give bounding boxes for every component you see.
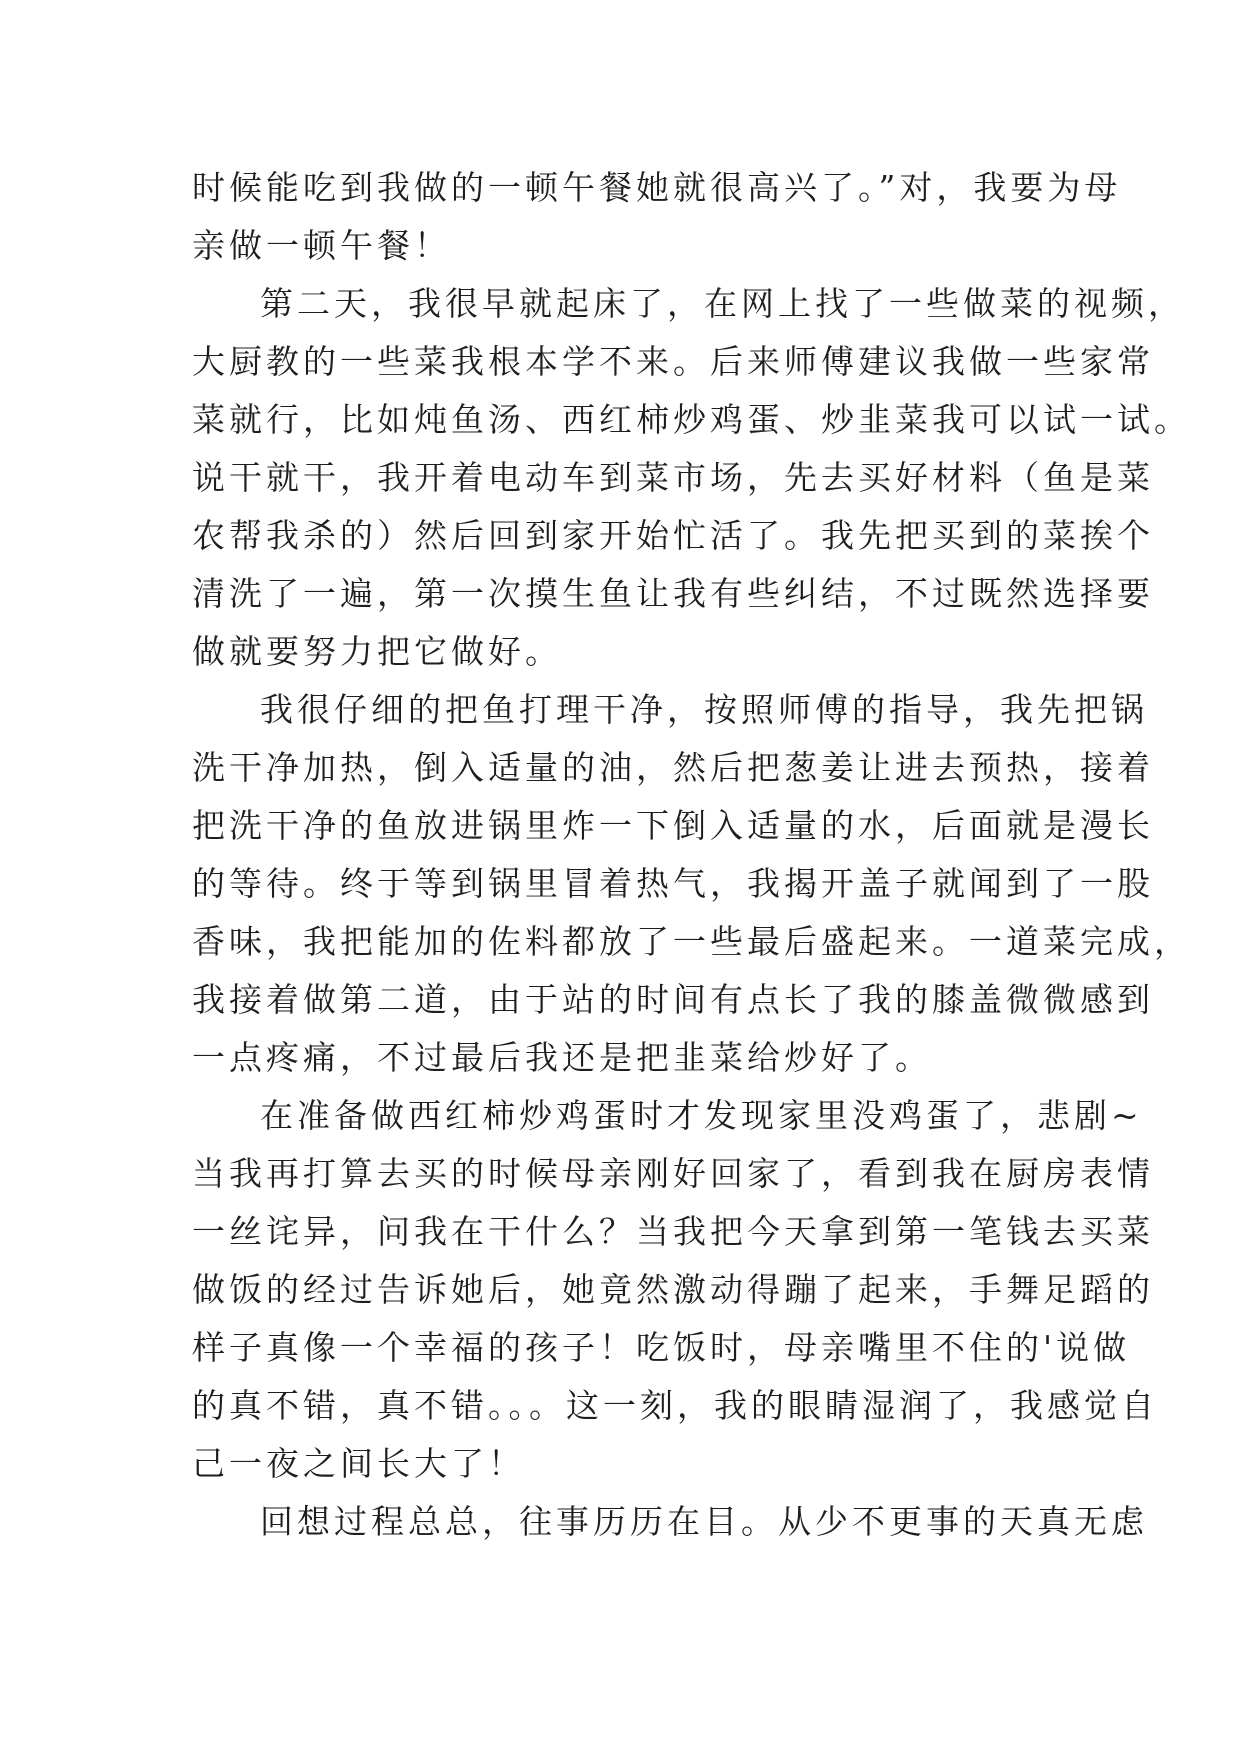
- text-line: 农帮我杀的）然后回到家开始忙活了。我先把买到的菜挨个: [192, 516, 1154, 555]
- paragraph-first-line: 第二天，我很早就起床了，在网上找了一些做菜的视频，: [260, 284, 1185, 323]
- paragraph-first-line: 回想过程总总，往事历历在目。从少不更事的天真无虑: [260, 1502, 1148, 1541]
- paragraph-first-line: 在准备做西红柿炒鸡蛋时才发现家里没鸡蛋了，悲剧~: [260, 1096, 1143, 1135]
- text-line: 洗干净加热，倒入适量的油，然后把葱姜让进去预热，接着: [192, 748, 1154, 787]
- text-line: 时候能吃到我做的一顿午餐她就很高兴了。”对，我要为母: [192, 168, 1122, 207]
- paragraph-first-line: 我很仔细的把鱼打理干净，按照师傅的指导，我先把锅: [260, 690, 1148, 729]
- text-line: 菜就行，比如炖鱼汤、西红柿炒鸡蛋、炒韭菜我可以试一试。: [192, 400, 1191, 439]
- text-line: 当我再打算去买的时候母亲刚好回家了，看到我在厨房表情: [192, 1154, 1154, 1193]
- text-line: 我接着做第二道，由于站的时间有点长了我的膝盖微微感到: [192, 980, 1154, 1019]
- text-line: 做就要努力把它做好。: [192, 632, 562, 671]
- text-line: 己一夜之间长大了！: [192, 1444, 525, 1483]
- text-line: 大厨教的一些菜我根本学不来。后来师傅建议我做一些家常: [192, 342, 1154, 381]
- text-line: 把洗干净的鱼放进锅里炸一下倒入适量的水，后面就是漫长: [192, 806, 1154, 845]
- text-line: 的等待。终于等到锅里冒着热气，我揭开盖子就闻到了一股: [192, 864, 1154, 903]
- text-line: 一点疼痛，不过最后我还是把韭菜给炒好了。: [192, 1038, 932, 1077]
- text-line: 亲做一顿午餐！: [192, 226, 451, 265]
- text-line: 香味，我把能加的佐料都放了一些最后盛起来。一道菜完成，: [192, 922, 1191, 961]
- text-line: 的真不错，真不错。。。这一刻，我的眼睛湿润了，我感觉自: [192, 1386, 1158, 1425]
- text-line: 做饭的经过告诉她后，她竟然激动得蹦了起来，手舞足蹈的: [192, 1270, 1154, 1309]
- text-line: 说干就干，我开着电动车到菜市场，先去买好材料（鱼是菜: [192, 458, 1154, 497]
- text-line: 样子真像一个幸福的孩子！吃饭时，母亲嘴里不住的'说做: [192, 1328, 1131, 1367]
- text-line: 清洗了一遍，第一次摸生鱼让我有些纠结，不过既然选择要: [192, 574, 1154, 613]
- text-line: 一丝诧异，问我在干什么？当我把今天拿到第一笔钱去买菜: [192, 1212, 1154, 1251]
